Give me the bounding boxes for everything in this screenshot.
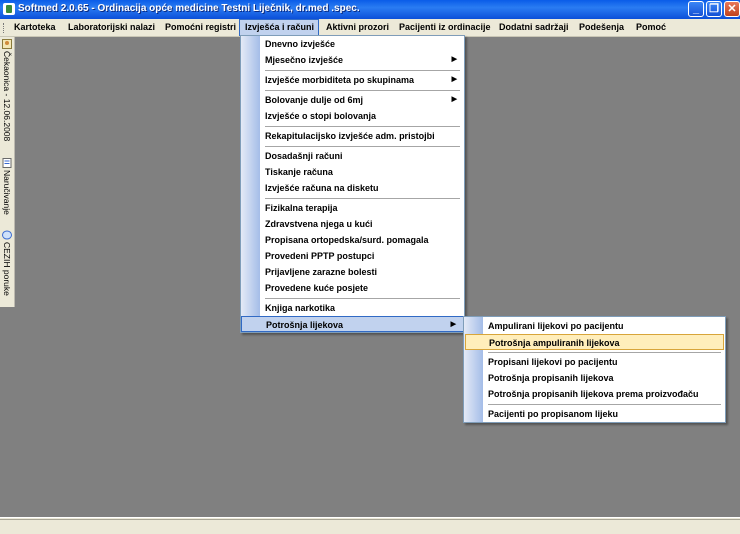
menu-item-label: Tiskanje računa (265, 167, 333, 177)
tab-cezih-poruke[interactable] (0, 228, 14, 306)
menu-aktivni-prozori[interactable]: Aktivni prozori (326, 22, 390, 32)
status-panel (0, 519, 740, 533)
menu-separator (265, 298, 460, 299)
reports-dropdown (240, 35, 465, 333)
menu-item-label: Potrošnja propisanih lijekova (488, 373, 614, 383)
menu-item-label: Prijavljene zarazne bolesti (265, 267, 378, 277)
menu-separator (265, 90, 460, 91)
menu-separator (265, 70, 460, 71)
restore-button[interactable]: ❐ (706, 1, 722, 17)
app-icon (3, 3, 15, 15)
menu-kartoteka[interactable]: Kartoteka (14, 22, 56, 32)
submenu-item-potrosnja-propisanih[interactable] (464, 370, 725, 386)
submenu-arrow-icon: ▶ (451, 96, 457, 103)
notepad-icon (2, 158, 12, 168)
menu-pacijenti-iz-ordinacije[interactable]: Pacijenti iz ordinacije (399, 22, 491, 32)
menu-item-dnevno-izvjesce[interactable] (241, 36, 464, 52)
tab-cezih-poruke-label: CEZIH poruke (2, 242, 12, 296)
menu-item-label: Izvješće računa na disketu (265, 183, 379, 193)
menu-pomoc[interactable]: Pomoć (636, 22, 667, 32)
menu-laboratorijski-nalazi[interactable]: Laboratorijski nalazi (68, 22, 156, 32)
menu-item-label: Knjiga narkotika (265, 303, 336, 313)
menu-item-label: Potrošnja lijekova (266, 320, 344, 330)
menu-item-label: Potrošnja propisanih lijekova prema proizvođaču (488, 389, 699, 399)
submenu-item-pacijenti-po-lijeku[interactable] (464, 406, 725, 422)
menu-separator (265, 198, 460, 199)
menu-item-label: Bolovanje dulje od 6mj (265, 95, 364, 105)
minimize-button[interactable]: _ (688, 1, 704, 17)
drug-consumption-submenu (463, 316, 726, 423)
menu-item-label: Zdravstvena njega u kući (265, 219, 373, 229)
menu-izvjesca-i-racuni[interactable]: Izvješća i računi (239, 19, 319, 36)
menu-item-zarazne-bolesti[interactable] (241, 264, 464, 280)
submenu-item-potrosnja-ampuliranih[interactable] (465, 334, 724, 350)
window-title: Softmed 2.0.65 - Ordinacija opće medicine Testni Liječnik, dr.med .spec. (18, 3, 360, 14)
menu-item-knjiga-narkotika[interactable] (241, 300, 464, 316)
menu-item-racuna-na-disketu[interactable] (241, 180, 464, 196)
waiting-room-icon (2, 39, 12, 49)
submenu-arrow-icon: ▶ (451, 76, 457, 83)
menu-item-fizikalna-terapija[interactable] (241, 200, 464, 216)
menu-item-ortopedska-pomagala[interactable] (241, 232, 464, 248)
menu-item-label: Ampulirani lijekovi po pacijentu (488, 321, 624, 331)
submenu-item-propisani-po-pacijentu[interactable] (464, 354, 725, 370)
menu-item-label: Potrošnja ampuliranih lijekova (489, 338, 620, 348)
menu-separator (265, 146, 460, 147)
menu-item-label: Propisana ortopedska/surd. pomagala (265, 235, 429, 245)
menu-item-label: Izvješće o stopi bolovanja (265, 111, 377, 121)
menu-item-label: Provedene kuće posjete (265, 283, 369, 293)
menu-separator (488, 352, 721, 353)
menu-item-tiskanje-racuna[interactable] (241, 164, 464, 180)
menu-item-pptp-postupci[interactable] (241, 248, 464, 264)
menu-item-morbiditet[interactable] (241, 72, 464, 88)
menu-item-mjesecno-izvjesce[interactable] (241, 52, 464, 68)
submenu-item-ampulirani-po-pacijentu[interactable] (464, 318, 725, 334)
submenu-arrow-icon: ▶ (450, 321, 456, 328)
submenu-arrow-icon: ▶ (451, 56, 457, 63)
status-bar (0, 517, 740, 534)
menu-item-label: Propisani lijekovi po pacijentu (488, 357, 618, 367)
menu-item-bolovanje-dulje[interactable] (241, 92, 464, 108)
menu-item-kucne-posjete[interactable] (241, 280, 464, 296)
menu-separator (265, 126, 460, 127)
menu-item-potrosnja-lijekova[interactable] (241, 316, 464, 332)
menu-item-stopa-bolovanja[interactable] (241, 108, 464, 124)
menu-separator (488, 404, 721, 405)
tab-cekaonica[interactable] (0, 37, 14, 155)
menu-item-label: Dosadašnji računi (265, 151, 343, 161)
close-button[interactable]: ✕ (724, 1, 740, 17)
menu-item-rekapitulacijsko[interactable] (241, 128, 464, 144)
tab-cekaonica-label: Čekaonica - 12.06.2008 (2, 51, 12, 142)
menu-item-label: Izvješće morbiditeta po skupinama (265, 75, 415, 85)
submenu-item-potrosnja-prema-proizvodacu[interactable] (464, 386, 725, 402)
menu-item-zdravstvena-njega[interactable] (241, 216, 464, 232)
menu-dodatni-sadrzaji[interactable]: Dodatni sadržaji (499, 22, 569, 32)
side-tab-bar (0, 37, 15, 307)
menu-item-dosadasnji-racuni[interactable] (241, 148, 464, 164)
toolbar-grip[interactable] (3, 23, 6, 33)
menu-item-label: Dnevno izvješće (265, 39, 336, 49)
menu-item-label: Fizikalna terapija (265, 203, 338, 213)
tab-narucivanje-label: Naručivanje (2, 170, 12, 215)
menu-item-label: Rekapitulacijsko izvješće adm. pristojbi (265, 131, 435, 141)
menu-podesenja[interactable]: Podešenja (579, 22, 625, 32)
menu-item-label: Provedeni PPTP postupci (265, 251, 375, 261)
tab-narucivanje[interactable] (0, 156, 14, 226)
menu-item-label: Mjesečno izvješće (265, 55, 344, 65)
message-icon (2, 230, 12, 240)
menu-pomocni-registri[interactable]: Pomoćni registri (165, 22, 237, 32)
title-bar (0, 0, 740, 19)
menu-item-label: Pacijenti po propisanom lijeku (488, 409, 619, 419)
